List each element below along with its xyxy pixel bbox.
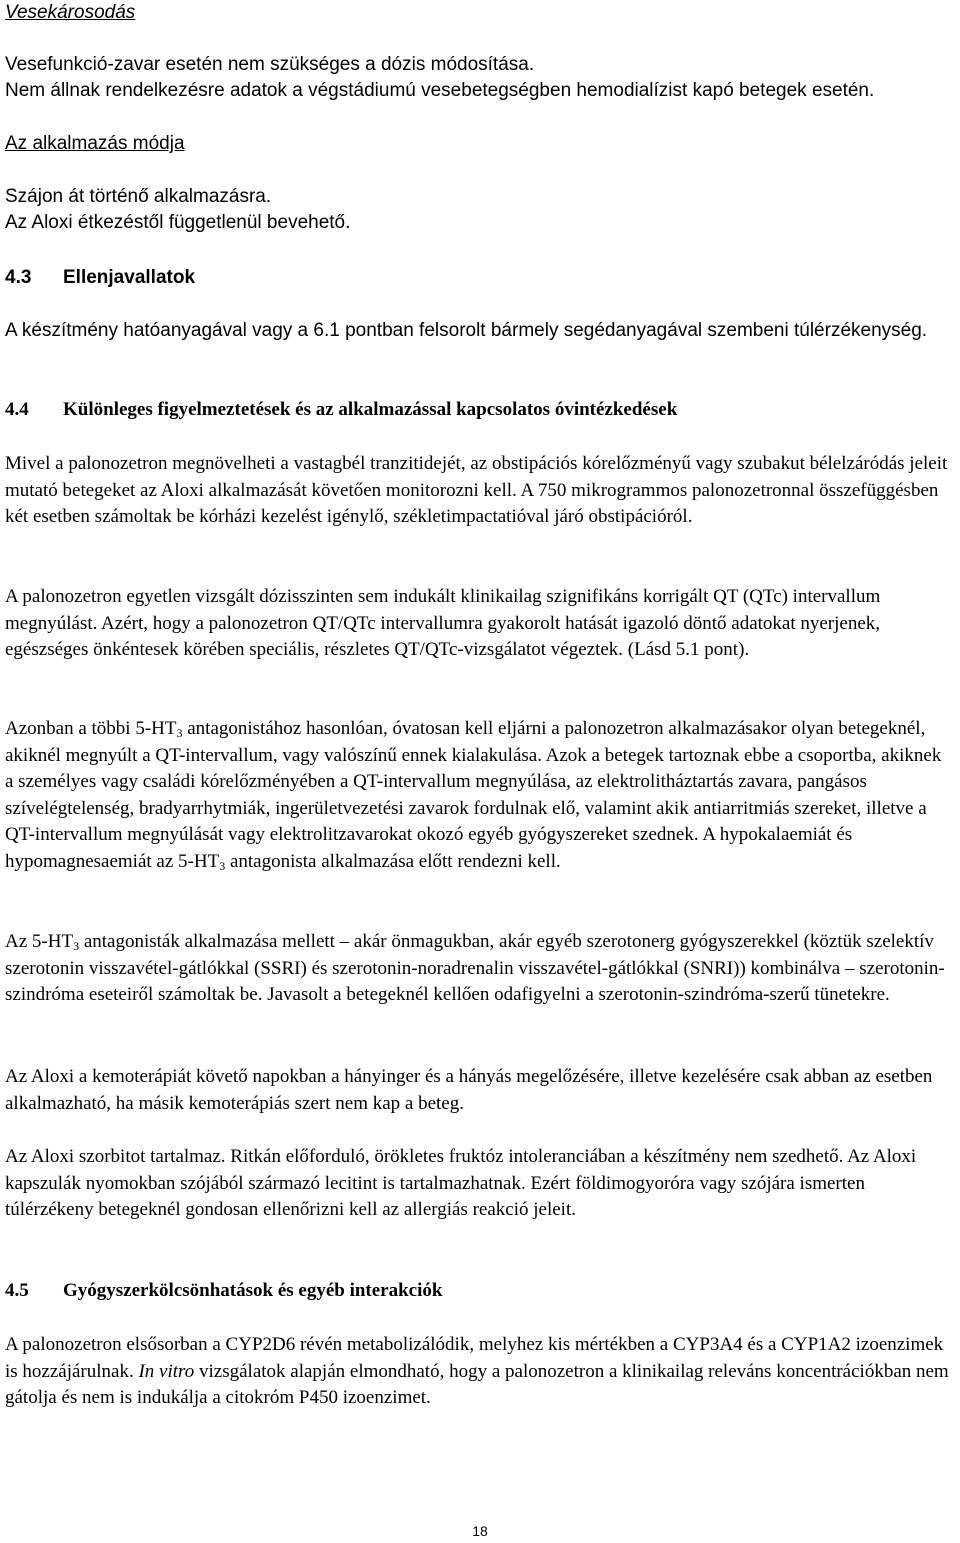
paragraph-qt: A palonozetron egyetlen vizsgált dózisszinten sem indukált klinikailag szignifikáns korrigált QT (QTc) intervallum megnyúlást. Azért, hogy a palonozetron QT/QTc intervallumra gyakorolt hatását igazoló döntő adatokat nyerjenek, egészséges önkéntesek körében speciális, részletes QT/QTc-vizsgálatot végeztek. (Lásd 5.1 pont). — [5, 586, 881, 660]
paragraph-serotonin: Az $5-HT_3$ antagonisták alkalmazása mellett – akár önmagukban, akár egyéb szerotonerg gyógyszerekkel (köztük szelektív szerotonin visszavétel-gátlókkal (SSRI) és szerotonin-noradrenalin visszavétel-gátlókkal (SNRI)) kombinálva – szerotonin-szindróma eseteiről számoltak be. Javasolt a betegeknél kellően odafigyelni a szerotonin-szindróma-szerű tünetekre. — [5, 931, 945, 1005]
section-title: Különleges figyelmeztetések és az alkalmazással kapcsolatos óvintézkedések — [63, 399, 678, 420]
admin-heading: Az alkalmazás módja — [5, 133, 185, 154]
section-4-3-heading — [5, 265, 952, 291]
section-4-5-heading — [5, 1278, 952, 1305]
admin-text-2: Az Aloxi étkezéstől függetlenül bevehető. — [5, 212, 351, 233]
section-number: 4.4 — [5, 399, 29, 420]
section-title: Gyógyszerkölcsönhatások és egyéb interakciók — [63, 1280, 443, 1301]
paragraph-constipation: Mivel a palonozetron megnövelheti a vastagbél tranzitidejét, az obstipációs kórelőzményű vagy szubakut bélelzáródás jeleit mutató betegeket az Aloxi alkalmazását követően monitorozni kell. A 750 mikrogrammos palonozetronnal összefüggésben két esetben számoltak be kórházi kezelést igénylő, székletimpactatióval járó obstipációról. — [5, 453, 948, 527]
section-title: Ellenjavallatok — [63, 267, 196, 288]
paragraph-interactions: A palonozetron elsősorban a CYP2D6 révén metabolizálódik, melyhez kis mértékben a CYP3A4 és a CYP1A2 izoenzimek is hozzájárulnak. In vitro vizsgálatok alapján elmondható, hogy a palonozetron a klinikailag releváns koncentrációkban nem gátolja és nem is indukálja a citokróm P450 izoenzimet. — [5, 1334, 949, 1408]
paragraph-chemotherapy: Az Aloxi a kemoterápiát követő napokban a hányinger és a hányás megelőzésére, illetve kezelésére csak abban az esetben alkalmazható, ha másik kemoterápiás szert nem kap a beteg. — [5, 1066, 933, 1114]
section-number: 4.5 — [5, 1280, 29, 1301]
admin-text-1: Szájon át történő alkalmazásra. — [5, 186, 272, 207]
section-4-4-heading — [5, 397, 952, 424]
page-number: 18 — [472, 1523, 488, 1539]
paragraph-sorbitol: Az Aloxi szorbitot tartalmaz. Ritkán előforduló, örökletes fruktóz intoleranciában a készítmény nem szedhető. Az Aloxi kapszulák nyomokban szójából származó lecitint is tartalmazhatnak. Ezért földimogyoróra vagy szójára ismerten túlérzékeny betegeknél gondosan ellenőrizni kell az allergiás reakció jeleit. — [5, 1146, 917, 1220]
renal-heading: Vesekárosodás — [5, 2, 136, 23]
renal-text-2: Nem állnak rendelkezésre adatok a végstádiumú vesebetegségben hemodialízist kapó betegek esetén. — [5, 80, 875, 101]
paragraph-qt-caution: Azonban a többi $5-HT_3$ antagonistához hasonlóan, óvatosan kell eljárni a palonozetron alkalmazásakor olyan betegeknél, akiknél megnyúlt a QT-intervallum, vagy valószínű ennek kialakulása. Azok a betegek tartoznak ebbe a csoportba, akiknek a személyes vagy családi kórelőzményében a QT-intervallum megnyúlása, az elektrolitháztartás zavara, pangásos szívelégtelenség, bradyarrhytmiák, ingerületvezetési zavarok fordulnak elő, valamint akik antiarritmiás szereket, illetve a QT-intervallum megnyúlását vagy elektrolitzavarokat okozó egyéb gyógyszereket szednek. A hypokalaemiát és hypomagnesaemiát az $5-HT_3$ antagonista alkalmazása előtt rendezni kell. — [5, 718, 942, 873]
section-number: 4.3 — [5, 267, 32, 288]
contraindications-text: A készítmény hatóanyagával vagy a 6.1 pontban felsorolt bármely segédanyagával szembeni túlérzékenység. — [5, 320, 928, 341]
renal-text-1: Vesefunkció-zavar esetén nem szükséges a dózis módosítása. — [5, 54, 535, 75]
